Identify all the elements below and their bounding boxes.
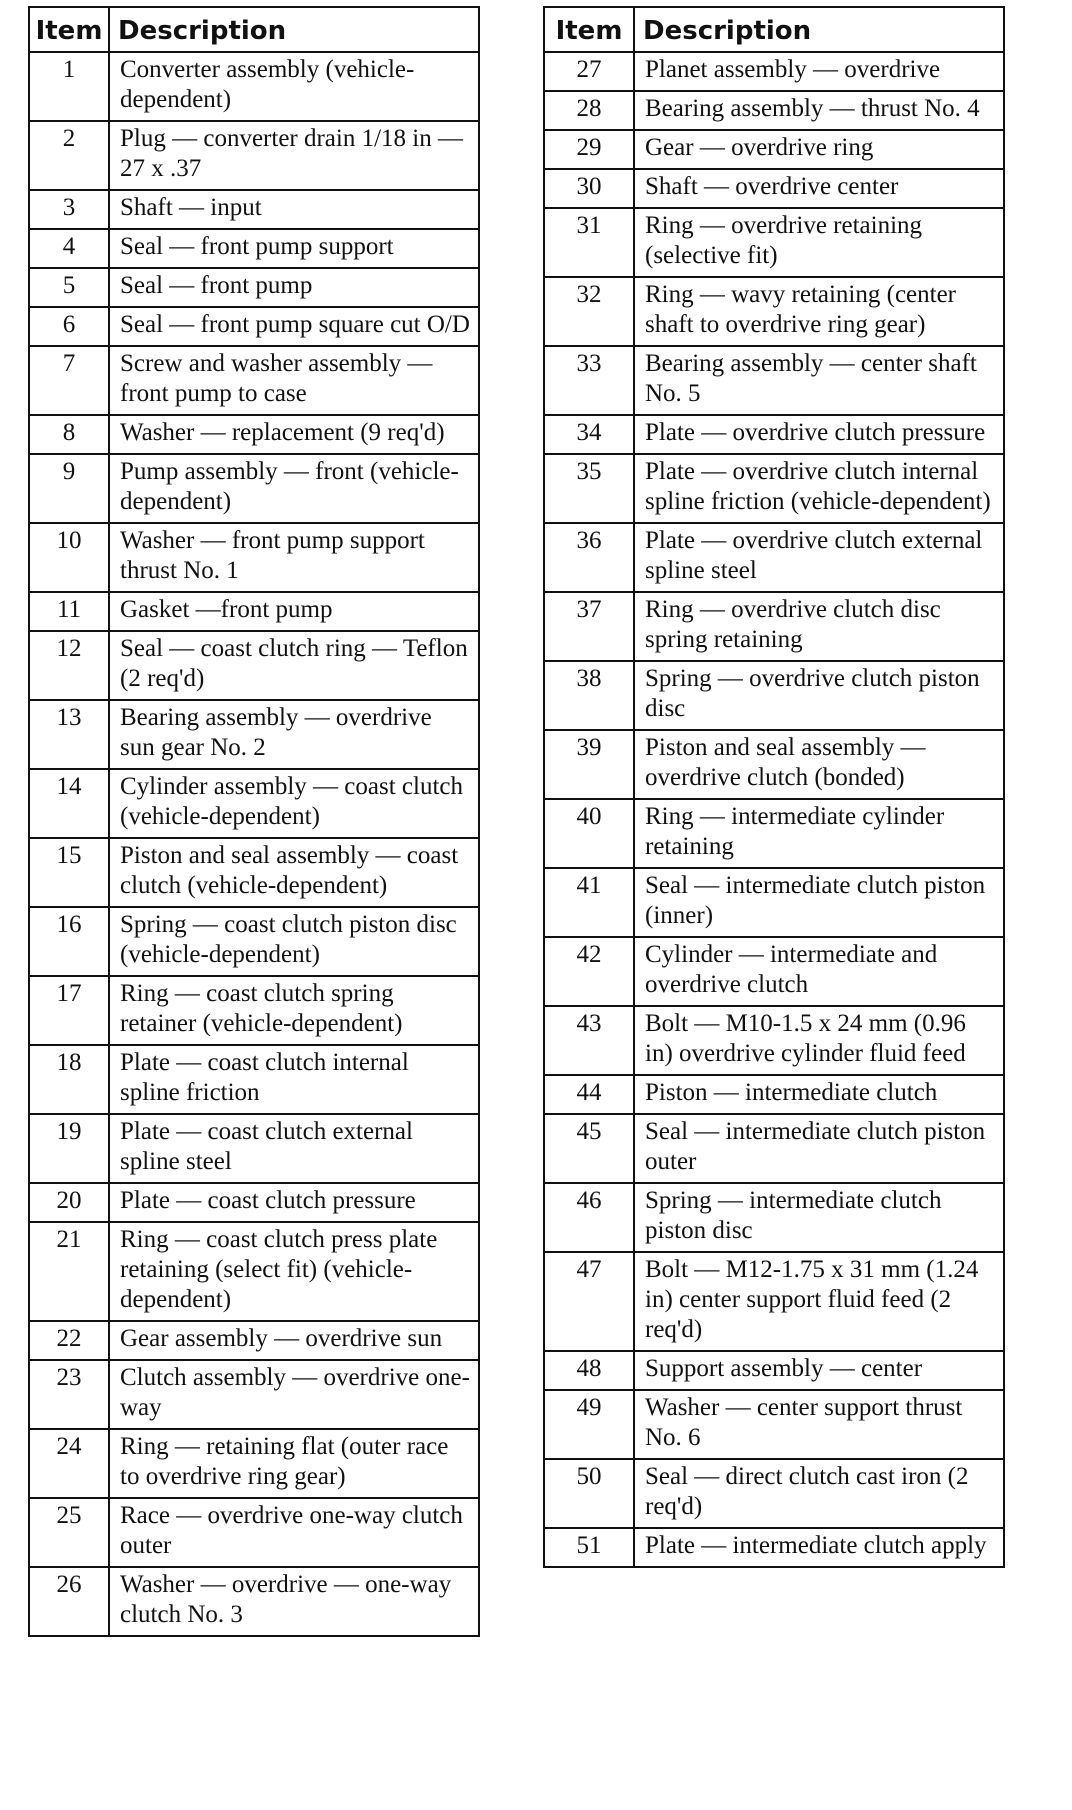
table-row — [544, 1528, 1004, 1567]
item-number: 38 — [544, 661, 634, 730]
item-description: Ring — overdrive retaining (selective fit) — [634, 208, 1004, 277]
item-number: 37 — [544, 592, 634, 661]
table-row — [29, 1567, 479, 1636]
item-description: Plate — overdrive clutch pressure — [634, 415, 1004, 454]
table-row — [29, 307, 479, 346]
item-number: 32 — [544, 277, 634, 346]
table-row — [544, 346, 1004, 415]
item-description: Washer — front pump support thrust No. 1 — [109, 523, 479, 592]
item-description: Plate — overdrive clutch internal spline friction (vehicle-dependent) — [634, 454, 1004, 523]
table-row — [29, 907, 479, 976]
item-number: 21 — [29, 1222, 109, 1321]
item-number: 8 — [29, 415, 109, 454]
item-number: 5 — [29, 268, 109, 307]
item-number: 36 — [544, 523, 634, 592]
item-number: 28 — [544, 91, 634, 130]
item-description: Washer — replacement (9 req'd) — [109, 415, 479, 454]
item-number: 3 — [29, 190, 109, 229]
item-number: 13 — [29, 700, 109, 769]
item-description: Support assembly — center — [634, 1351, 1004, 1390]
item-description: Cylinder — intermediate and overdrive clutch — [634, 937, 1004, 1006]
table-row — [544, 169, 1004, 208]
item-number: 14 — [29, 769, 109, 838]
item-description: Spring — coast clutch piston disc (vehicle-dependent) — [109, 907, 479, 976]
item-number: 24 — [29, 1429, 109, 1498]
item-number: 49 — [544, 1390, 634, 1459]
table-row — [29, 1045, 479, 1114]
table-row — [544, 1459, 1004, 1528]
item-number: 40 — [544, 799, 634, 868]
table-row — [29, 415, 479, 454]
table-row — [29, 1360, 479, 1429]
table-row — [544, 868, 1004, 937]
item-number: 6 — [29, 307, 109, 346]
table-row — [544, 52, 1004, 91]
table-row — [544, 592, 1004, 661]
item-description: Planet assembly — overdrive — [634, 52, 1004, 91]
item-number: 35 — [544, 454, 634, 523]
item-description: Shaft — overdrive center — [634, 169, 1004, 208]
item-number: 7 — [29, 346, 109, 415]
item-number: 46 — [544, 1183, 634, 1252]
item-number: 9 — [29, 454, 109, 523]
item-number: 51 — [544, 1528, 634, 1567]
table-row — [29, 1321, 479, 1360]
item-description: Seal — intermediate clutch piston (inner) — [634, 868, 1004, 937]
item-description: Spring — intermediate clutch piston disc — [634, 1183, 1004, 1252]
table-row — [29, 190, 479, 229]
item-description: Plate — coast clutch internal spline friction — [109, 1045, 479, 1114]
item-description: Bearing assembly — overdrive sun gear No. 2 — [109, 700, 479, 769]
table-row — [544, 208, 1004, 277]
table-row — [29, 454, 479, 523]
item-description: Plate — coast clutch external spline steel — [109, 1114, 479, 1183]
item-description: Ring — overdrive clutch disc spring retaining — [634, 592, 1004, 661]
item-number: 15 — [29, 838, 109, 907]
item-description: Seal — coast clutch ring — Teflon (2 req'd) — [109, 631, 479, 700]
table-row — [544, 1114, 1004, 1183]
table-row — [29, 700, 479, 769]
table-row — [544, 1075, 1004, 1114]
item-number: 34 — [544, 415, 634, 454]
item-number: 18 — [29, 1045, 109, 1114]
table-row — [544, 130, 1004, 169]
item-number: 42 — [544, 937, 634, 1006]
table-row — [544, 1351, 1004, 1390]
item-number: 43 — [544, 1006, 634, 1075]
item-description: Ring — coast clutch spring retainer (vehicle-dependent) — [109, 976, 479, 1045]
item-number: 27 — [544, 52, 634, 91]
item-column-header: Item — [544, 7, 634, 52]
table-row — [544, 91, 1004, 130]
item-description: Piston and seal assembly — overdrive clutch (bonded) — [634, 730, 1004, 799]
table-row — [544, 1252, 1004, 1351]
item-number: 44 — [544, 1075, 634, 1114]
item-number: 22 — [29, 1321, 109, 1360]
item-description: Race — overdrive one-way clutch outer — [109, 1498, 479, 1567]
item-number: 30 — [544, 169, 634, 208]
table-row — [544, 1390, 1004, 1459]
item-number: 2 — [29, 121, 109, 190]
item-description: Clutch assembly — overdrive one-way — [109, 1360, 479, 1429]
table-row — [544, 661, 1004, 730]
item-number: 1 — [29, 52, 109, 121]
item-description: Gasket —front pump — [109, 592, 479, 631]
table-row — [544, 1006, 1004, 1075]
item-description: Gear assembly — overdrive sun — [109, 1321, 479, 1360]
item-description: Seal — intermediate clutch piston outer — [634, 1114, 1004, 1183]
item-number: 25 — [29, 1498, 109, 1567]
item-number: 10 — [29, 523, 109, 592]
table-row — [29, 52, 479, 121]
item-description: Piston and seal assembly — coast clutch (vehicle-dependent) — [109, 838, 479, 907]
item-number: 11 — [29, 592, 109, 631]
description-column-header: Description — [109, 7, 479, 52]
table-row — [544, 799, 1004, 868]
table-row — [29, 229, 479, 268]
item-description: Ring — wavy retaining (center shaft to overdrive ring gear) — [634, 277, 1004, 346]
item-description: Shaft — input — [109, 190, 479, 229]
item-number: 19 — [29, 1114, 109, 1183]
item-description: Seal — front pump — [109, 268, 479, 307]
item-number: 33 — [544, 346, 634, 415]
table-row — [29, 1222, 479, 1321]
item-description: Plate — overdrive clutch external spline steel — [634, 523, 1004, 592]
item-description: Ring — intermediate cylinder retaining — [634, 799, 1004, 868]
table-row — [29, 976, 479, 1045]
table-row — [544, 454, 1004, 523]
item-number: 12 — [29, 631, 109, 700]
table-row — [29, 1498, 479, 1567]
header-row — [544, 7, 1004, 52]
item-description: Seal — direct clutch cast iron (2 req'd) — [634, 1459, 1004, 1528]
table-row — [544, 730, 1004, 799]
item-description: Bearing assembly — thrust No. 4 — [634, 91, 1004, 130]
item-number: 29 — [544, 130, 634, 169]
item-description: Plug — converter drain 1/18 in — 27 x .37 — [109, 121, 479, 190]
item-description: Ring — coast clutch press plate retaining (select fit) (vehicle-dependent) — [109, 1222, 479, 1321]
table-row — [544, 277, 1004, 346]
item-number: 41 — [544, 868, 634, 937]
item-description: Screw and washer assembly — front pump to case — [109, 346, 479, 415]
item-description: Bearing assembly — center shaft No. 5 — [634, 346, 1004, 415]
table-row — [29, 1114, 479, 1183]
item-number: 20 — [29, 1183, 109, 1222]
item-number: 16 — [29, 907, 109, 976]
parts-table-left-body — [29, 52, 479, 1636]
item-description: Bolt — M12-1.75 x 31 mm (1.24 in) center support fluid feed (2 req'd) — [634, 1252, 1004, 1351]
table-row — [29, 769, 479, 838]
item-number: 23 — [29, 1360, 109, 1429]
table-row — [29, 346, 479, 415]
item-description: Piston — intermediate clutch — [634, 1075, 1004, 1114]
header-row — [29, 7, 479, 52]
item-number: 31 — [544, 208, 634, 277]
table-row — [29, 838, 479, 907]
item-number: 4 — [29, 229, 109, 268]
item-number: 17 — [29, 976, 109, 1045]
item-number: 45 — [544, 1114, 634, 1183]
parts-table-right — [543, 6, 1005, 1568]
item-description: Plate — intermediate clutch apply — [634, 1528, 1004, 1567]
item-number: 50 — [544, 1459, 634, 1528]
item-description: Gear — overdrive ring — [634, 130, 1004, 169]
item-number: 47 — [544, 1252, 634, 1351]
item-description: Ring — retaining flat (outer race to overdrive ring gear) — [109, 1429, 479, 1498]
table-row — [29, 1183, 479, 1222]
table-row — [29, 268, 479, 307]
item-description: Seal — front pump support — [109, 229, 479, 268]
item-column-header: Item — [29, 7, 109, 52]
table-row — [544, 937, 1004, 1006]
table-row — [29, 523, 479, 592]
item-description: Converter assembly (vehicle-dependent) — [109, 52, 479, 121]
parts-table-right-body — [544, 52, 1004, 1567]
item-number: 26 — [29, 1567, 109, 1636]
item-description: Washer — overdrive — one-way clutch No. 3 — [109, 1567, 479, 1636]
item-description: Spring — overdrive clutch piston disc — [634, 661, 1004, 730]
parts-table-left — [28, 6, 480, 1637]
item-description: Seal — front pump square cut O/D — [109, 307, 479, 346]
description-column-header: Description — [634, 7, 1004, 52]
table-row — [29, 592, 479, 631]
item-description: Washer — center support thrust No. 6 — [634, 1390, 1004, 1459]
item-number: 39 — [544, 730, 634, 799]
table-row — [29, 1429, 479, 1498]
table-row — [544, 1183, 1004, 1252]
item-description: Cylinder assembly — coast clutch (vehicle-dependent) — [109, 769, 479, 838]
item-number: 48 — [544, 1351, 634, 1390]
item-description: Pump assembly — front (vehicle-dependent) — [109, 454, 479, 523]
item-description: Bolt — M10-1.5 x 24 mm (0.96 in) overdrive cylinder fluid feed — [634, 1006, 1004, 1075]
item-description: Plate — coast clutch pressure — [109, 1183, 479, 1222]
table-row — [544, 523, 1004, 592]
table-row — [29, 121, 479, 190]
table-row — [29, 631, 479, 700]
table-row — [544, 415, 1004, 454]
